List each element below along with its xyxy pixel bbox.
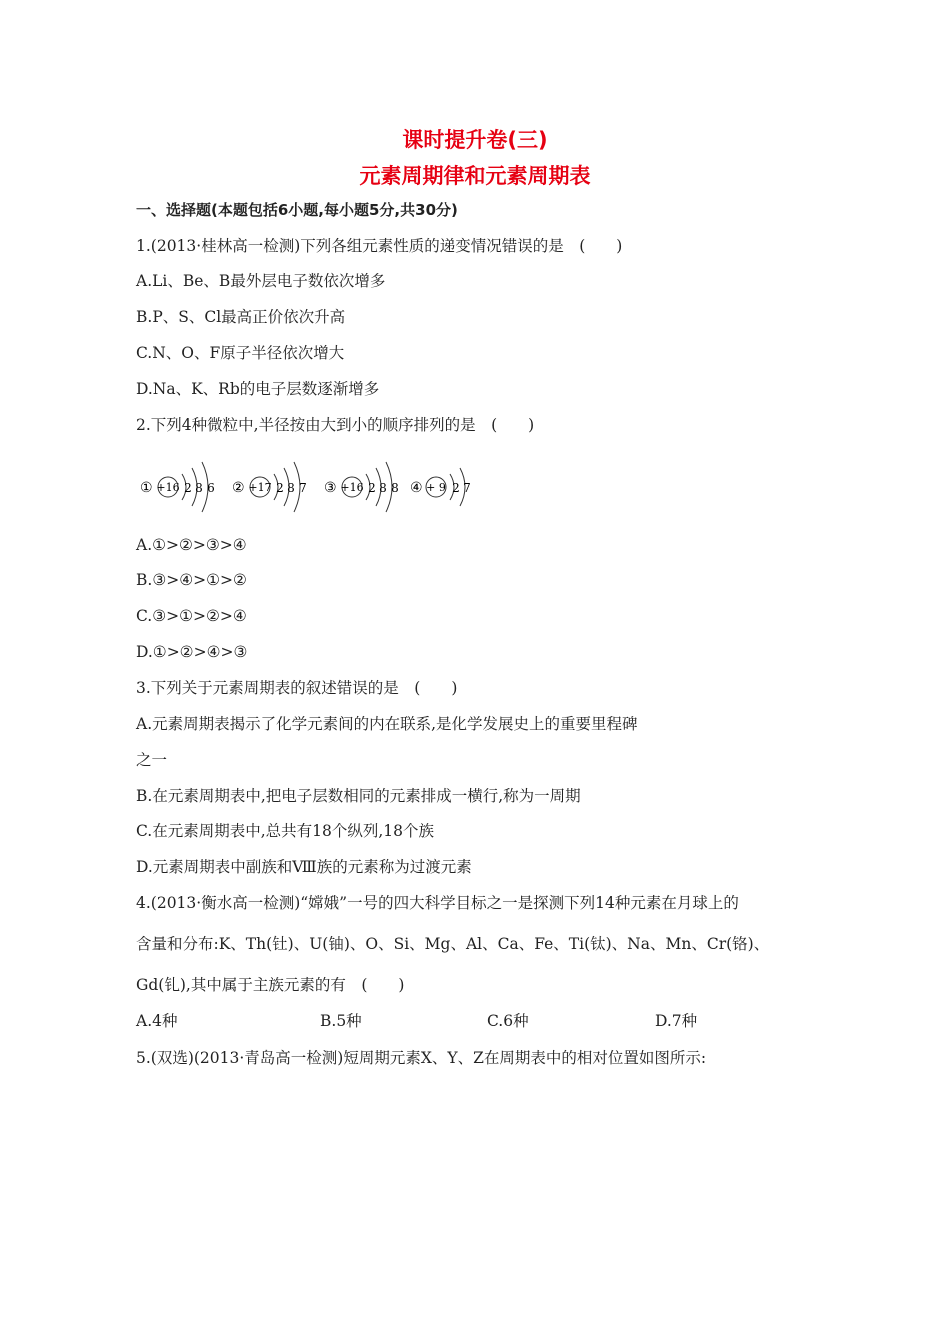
q1-option-c: C.N、O、F原子半径依次增大 <box>136 344 345 362</box>
diagram-index-4: ④ <box>410 480 423 496</box>
shell-3-3: 8 <box>391 481 399 495</box>
shell-2-2: 8 <box>287 481 295 495</box>
page-title: 课时提升卷(三) <box>402 128 548 152</box>
q2-option-b: B.③>④>①>② <box>136 571 247 589</box>
q2-stem: 2.下列4种微粒中,半径按由大到小的顺序排列的是 ( ) <box>136 416 535 434</box>
q4-option-d: D.7种 <box>655 1012 698 1030</box>
q3-option-b: B.在元素周期表中,把电子层数相同的元素排成一横行,称为一周期 <box>136 787 581 805</box>
nucleus-charge-4: + 9 <box>426 481 446 494</box>
shell-2-1: 2 <box>276 481 284 495</box>
nucleus-charge-2: +17 <box>248 481 272 494</box>
atom-diagram-3 <box>324 462 399 512</box>
q4-option-b: B.5种 <box>320 1012 362 1030</box>
atom-diagram-4 <box>410 468 471 506</box>
atom-diagram-1 <box>140 462 215 512</box>
shell-4-1: 2 <box>452 481 460 495</box>
section-heading: 一、选择题(本题包括6小题,每小题5分,共30分) <box>136 201 458 219</box>
diagram-index-3: ③ <box>324 480 337 496</box>
q3-option-c: C.在元素周期表中,总共有18个纵列,18个族 <box>136 822 435 840</box>
diagram-index-2: ② <box>232 480 245 496</box>
atom-diagram-2 <box>232 462 307 512</box>
q3-option-d: D.元素周期表中副族和Ⅷ族的元素称为过渡元素 <box>136 858 472 876</box>
q1-option-d: D.Na、K、Rb的电子层数逐渐增多 <box>136 380 380 398</box>
shell-1-2: 8 <box>195 481 203 495</box>
q4-stem-line2: 含量和分布:K、Th(钍)、U(铀)、O、Si、Mg、Al、Ca、Fe、Ti(钛)、Na、Mn、Cr(铬)、 <box>136 935 770 953</box>
nucleus-charge-1: +16 <box>156 481 180 494</box>
q1-stem: 1.(2013·桂林高一检测)下列各组元素性质的递变情况错误的是 ( ) <box>136 237 623 255</box>
shell-1-1: 2 <box>184 481 192 495</box>
q2-option-a: A.①>②>③>④ <box>136 536 247 554</box>
q5-stem: 5.(双选)(2013·青岛高一检测)短周期元素X、Y、Z在周期表中的相对位置如图所示: <box>136 1049 707 1067</box>
q3-option-a-line1: A.元素周期表揭示了化学元素间的内在联系,是化学发展史上的重要里程碑 <box>136 715 638 733</box>
atomic-structure-diagrams <box>136 456 496 516</box>
q4-stem-line3: Gd(钆),其中属于主族元素的有 ( ) <box>136 976 405 994</box>
shell-3-2: 8 <box>379 481 387 495</box>
q2-option-d: D.①>②>④>③ <box>136 643 248 661</box>
q4-option-c: C.6种 <box>487 1012 529 1030</box>
q1-option-a: A.Li、Be、B最外层电子数依次增多 <box>136 272 386 290</box>
page-subtitle: 元素周期律和元素周期表 <box>359 164 591 188</box>
shell-1-3: 6 <box>207 481 215 495</box>
q1-option-b: B.P、S、Cl最高正价依次升高 <box>136 308 346 326</box>
q3-stem: 3.下列关于元素周期表的叙述错误的是 ( ) <box>136 679 458 697</box>
q4-option-a: A.4种 <box>136 1012 178 1030</box>
q3-option-a-line2: 之一 <box>136 751 168 769</box>
nucleus-charge-3: +16 <box>340 481 364 494</box>
diagram-index-1: ① <box>140 480 153 496</box>
shell-3-1: 2 <box>368 481 376 495</box>
q2-option-c: C.③>①>②>④ <box>136 607 247 625</box>
shell-4-2: 7 <box>463 481 471 495</box>
shell-2-3: 7 <box>299 481 307 495</box>
q4-stem-line1: 4.(2013·衡水高一检测)“嫦娥”一号的四大科学目标之一是探测下列14种元素在月球上的 <box>136 894 739 912</box>
